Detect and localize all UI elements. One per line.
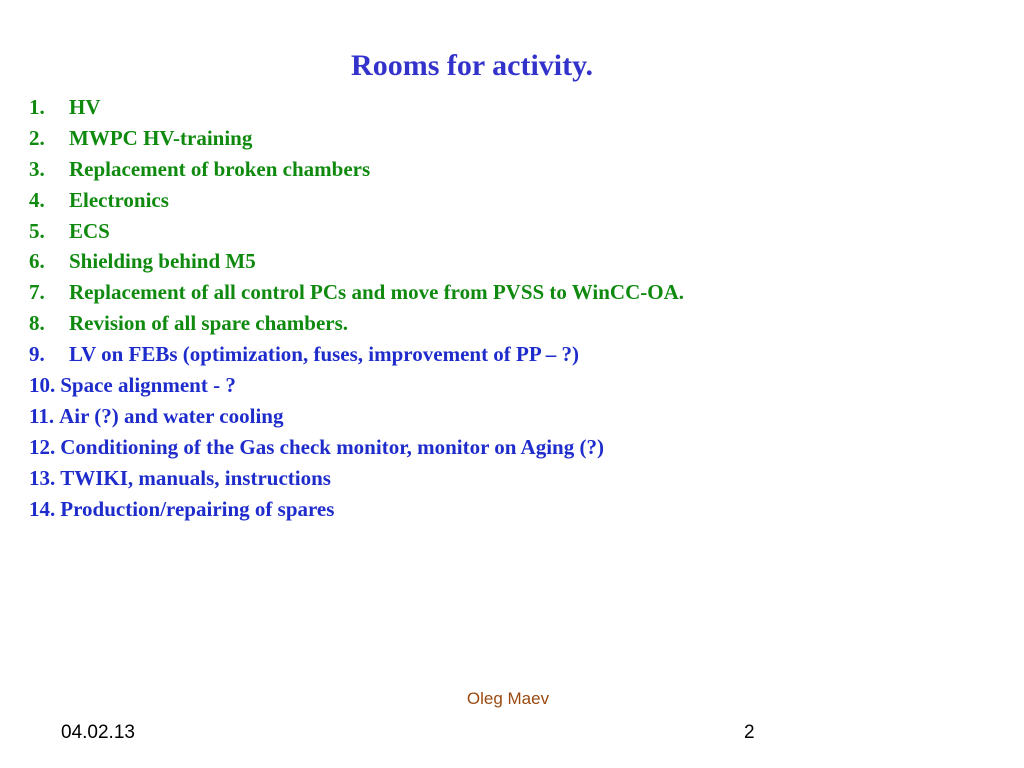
list-item [29,185,684,216]
item-text: Replacement of all control PCs and move from PVSS to WinCC-OA. [69,280,684,305]
item-text: TWIKI, manuals, instructions [60,465,331,490]
item-number: 11. [29,403,55,428]
item-number: 13. [29,465,56,490]
item-number: 9. [29,342,45,367]
footer-date: 04.02.13 [61,722,135,743]
item-text: MWPC HV-training [69,125,253,150]
item-number: 5. [29,218,45,243]
item-number: 14. [29,496,56,521]
list-item [29,123,684,154]
list-item [29,308,684,339]
list-item [29,494,684,525]
item-number: 1. [29,95,45,119]
item-number: 7. [29,280,45,305]
list-item [29,92,684,123]
slide-title: Rooms for activity. [351,49,593,82]
item-number: 8. [29,311,45,336]
item-text: Space alignment - ? [60,373,236,398]
item-number: 12. [29,434,56,459]
item-number: 6. [29,249,45,274]
item-number: 2. [29,125,45,150]
list-item [29,463,684,494]
item-text: ECS [69,218,110,243]
list-item [29,154,684,185]
item-text: Production/repairing of spares [60,496,335,521]
list-item [29,432,684,463]
item-text: Electronics [69,187,169,212]
list-item [29,339,684,370]
page-number: 2 [744,722,755,743]
item-number: 3. [29,156,45,181]
item-text: Replacement of broken chambers [69,156,371,181]
footer-author: Oleg Maev [466,689,550,708]
list-item [29,370,684,401]
item-number: 4. [29,187,45,212]
list-item [29,246,684,277]
list-item [29,401,684,432]
item-text: LV on FEBs (optimization, fuses, improvement of PP – ?) [69,342,580,367]
list-item [29,277,684,308]
item-text: Conditioning of the Gas check monitor, monitor on Aging (?) [60,434,604,459]
activity-list [29,92,684,524]
item-text: Shielding behind M5 [69,249,256,274]
item-text: HV [69,95,101,119]
item-number: 10. [29,373,56,398]
item-text: Revision of all spare chambers. [69,311,349,336]
item-text: Air (?) and water cooling [59,403,284,428]
list-item [29,216,684,247]
